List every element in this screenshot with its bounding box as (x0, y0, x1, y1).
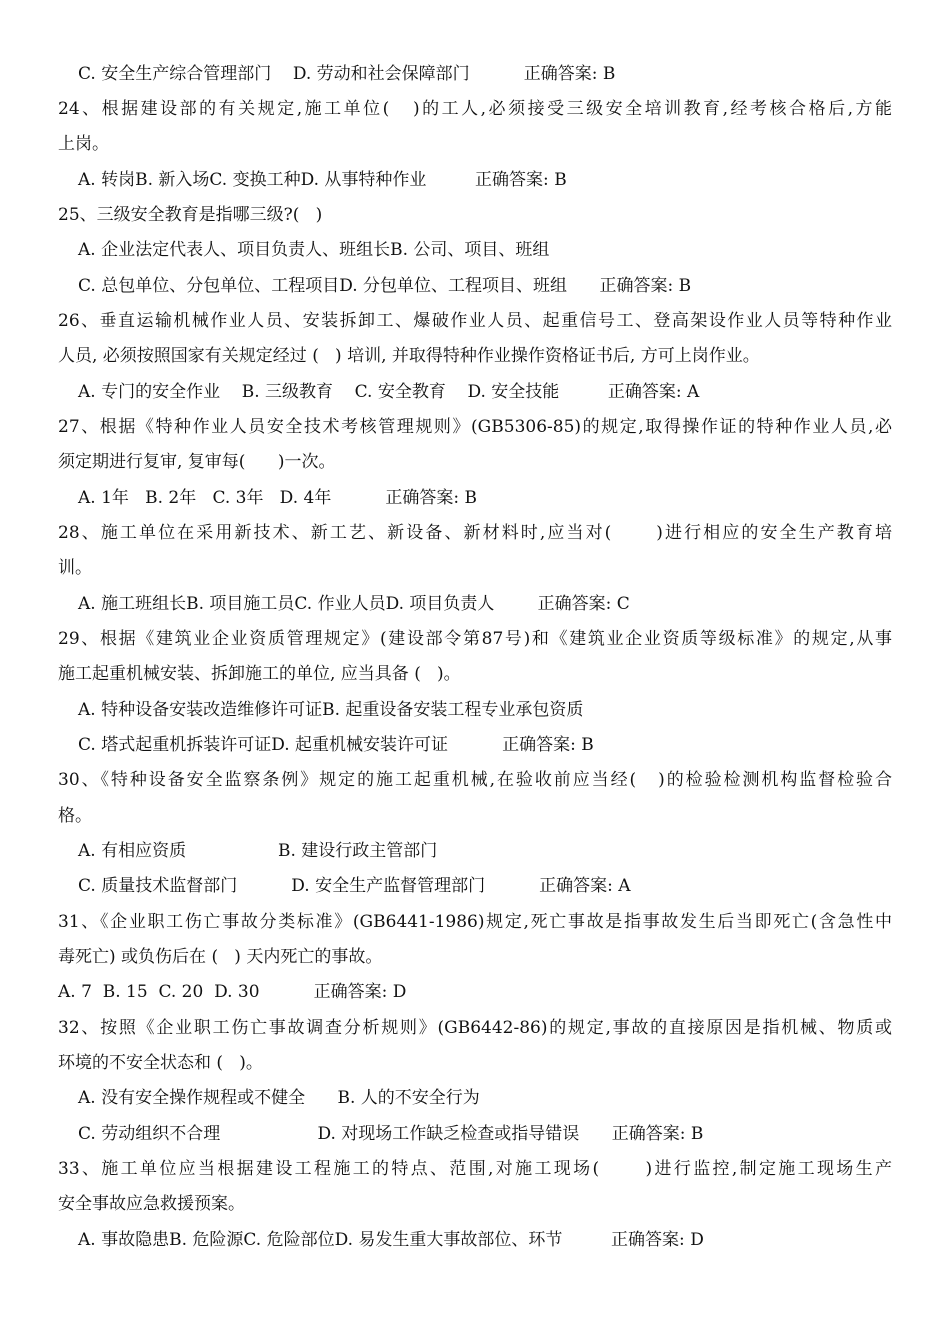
option-line: A. 没有安全操作规程或不健全 B. 人的不安全行为 (78, 1088, 480, 1108)
question-32: 32、按照《企业职工伤亡事故调查分析规则》(GB6442-86)的规定,事故的直接原因是指机械、物质或 (58, 1018, 892, 1038)
question-33: 33、施工单位应当根据建设工程施工的特点、范围,对施工现场( )进行监控,制定施工现场生产 (58, 1159, 892, 1179)
option-line: C. 劳动组织不合理 D. 对现场工作缺乏检查或指导错误 正确答案: B (78, 1124, 704, 1144)
question-text-line: 格。 (58, 806, 92, 826)
option-line: A. 专门的安全作业 B. 三级教育 C. 安全教育 D. 安全技能 正确答案: A (78, 382, 700, 402)
question-text-line: 施工起重机械安装、拆卸施工的单位, 应当具备 ( )。 (58, 664, 461, 684)
question-text-line: 毒死亡) 或负伤后在 ( ) 天内死亡的事故。 (58, 947, 383, 967)
option-line: C. 总包单位、分包单位、工程项目D. 分包单位、工程项目、班组 正确答案: B (78, 276, 692, 296)
option-line: A. 1年 B. 2年 C. 3年 D. 4年 正确答案: B (78, 488, 477, 508)
option-line: A. 特种设备安装改造维修许可证B. 起重设备安装工程专业承包资质 (78, 700, 584, 720)
question-29: 29、根据《建筑业企业资质管理规定》(建设部令第87号)和《建筑业企业资质等级标准》的规定,从事 (58, 629, 892, 649)
question-text-line: 安全事故应急救援预案。 (58, 1194, 245, 1214)
option-line: C. 质量技术监督部门 D. 安全生产监督管理部门 正确答案: A (78, 876, 631, 896)
question-text-line: 训。 (58, 558, 92, 578)
question-26: 26、垂直运输机械作业人员、安装拆卸工、爆破作业人员、起重信号工、登高架设作业人员等特种作业 (58, 311, 892, 331)
question-27: 27、根据《特种作业人员安全技术考核管理规则》(GB5306-85)的规定,取得操作证的特种作业人员,必 (58, 417, 892, 437)
question-text-line: 上岗。 (58, 134, 109, 154)
question-25: 25、三级安全教育是指哪三级?( ) (58, 205, 323, 225)
option-line: A. 事故隐患B. 危险源C. 危险部位D. 易发生重大事故部位、环节 正确答案: D (78, 1230, 704, 1250)
question-text-line: 环境的不安全状态和 ( )。 (58, 1053, 263, 1073)
question-text-line: 人员, 必须按照国家有关规定经过 ( ) 培训, 并取得特种作业操作资格证书后, 方可上岗作业。 (58, 346, 760, 366)
option-line: A. 企业法定代表人、项目负责人、班组长B. 公司、项目、班组 (78, 240, 550, 260)
option-line: A. 有相应资质 B. 建设行政主管部门 (78, 841, 438, 861)
option-line: A. 施工班组长B. 项目施工员C. 作业人员D. 项目负责人 正确答案: C (78, 594, 630, 614)
question-text-line: 须定期进行复审, 复审每( )一次。 (58, 452, 336, 472)
question-30: 30、《特种设备安全监察条例》规定的施工起重机械,在验收前应当经( )的检验检测机构监督检验合 (58, 770, 892, 790)
option-line: A. 转岗B. 新入场C. 变换工种D. 从事特种作业 正确答案: B (78, 170, 567, 190)
question-24: 24、根据建设部的有关规定,施工单位( )的工人,必须接受三级安全培训教育,经考核合格后,方能 (58, 99, 892, 119)
option-line: A. 7 B. 15 C. 20 D. 30 正确答案: D (58, 982, 407, 1002)
question-28: 28、施工单位在采用新技术、新工艺、新设备、新材料时,应当对( )进行相应的安全生产教育培 (58, 523, 892, 543)
option-line: C. 安全生产综合管理部门 D. 劳动和社会保障部门 正确答案: B (78, 64, 616, 84)
question-31: 31、《企业职工伤亡事故分类标准》(GB6441-1986)规定,死亡事故是指事故发生后当即死亡(含急性中 (58, 912, 892, 932)
option-line: C. 塔式起重机拆装许可证D. 起重机械安装许可证 正确答案: B (78, 735, 594, 755)
